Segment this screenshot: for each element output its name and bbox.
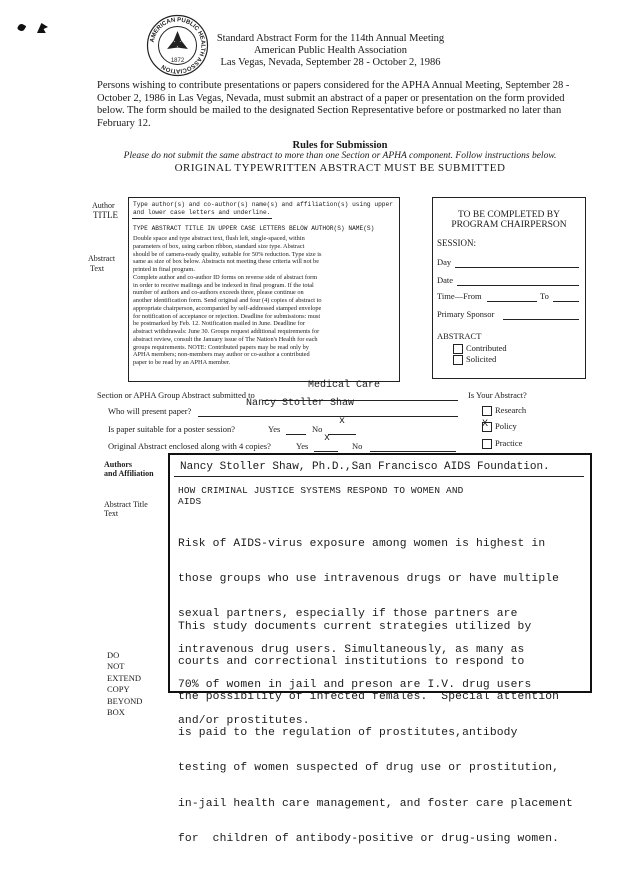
corner-mark-1 xyxy=(17,23,27,33)
rules-body-line: should be of camera-ready quality, suitable for 50% reduction. Type size is xyxy=(133,250,322,258)
chair-solicited[interactable] xyxy=(453,354,496,365)
rules-body-line: Double space and type abstract text, flush left, single-spaced, within xyxy=(133,235,305,242)
header-line-1: Standard Abstract Form for the 114th Annual Meeting xyxy=(216,33,445,44)
rules-box-divider xyxy=(132,218,272,219)
copies-yes-label: Yes xyxy=(296,441,309,451)
chair-sponsor-label: Primary Sponsor xyxy=(437,309,495,319)
rules-body-line: Complete author and co-author ID forms on reverse side of abstract form xyxy=(133,273,318,281)
rules-body-line: printed in final program. xyxy=(133,266,195,273)
solicited-label: Solicited xyxy=(466,354,497,364)
copies-yes-mark: x xyxy=(324,433,331,444)
intro-paragraph: Persons wishing to contribute presentations or papers considered for the APHA Annual Meeting, September 28 - October 2, 1986 in Las Vegas, Nevada, must submit an abstract of a paper or presentation on the form provided below. The form should be mailed to the designated Section Representative before or postmarked no later than February 12. xyxy=(97,80,570,129)
rules-body-line: abstract withdrawals: June 30. Groups request additional requirements for xyxy=(133,328,320,335)
rules-body-line: number of authors and co-authors exceeds three, please continue on xyxy=(133,289,304,297)
abstract-line: intravenous drug users. Simultaneously, as many as xyxy=(178,643,525,656)
chair-title-2: PROGRAM CHAIRPERSON xyxy=(451,220,567,230)
practice-checkbox[interactable] xyxy=(482,439,492,449)
warning-line: COPY xyxy=(107,684,130,695)
chair-day-label: Day xyxy=(437,257,452,267)
abstract-line: is paid to the regulation of prostitutes,antibody xyxy=(178,726,518,739)
copies-no-field[interactable] xyxy=(370,451,456,452)
chair-time-to-field[interactable] xyxy=(553,301,579,302)
policy-check-mark: X xyxy=(482,419,489,431)
abstract-box[interactable] xyxy=(168,453,592,845)
contributed-checkbox[interactable] xyxy=(453,344,463,354)
rules-body-line: APHA members; non-members may author or co-author a contributed xyxy=(133,351,310,359)
type-practice[interactable] xyxy=(482,438,522,449)
label-author: Author xyxy=(92,201,115,210)
practice-label: Practice xyxy=(495,438,523,448)
rules-box-line-3: TYPE ABSTRACT TITLE IN UPPER CASE LETTERS BELOW AUTHOR(S) NAME(S) xyxy=(133,225,375,232)
abstract-line: 70% of women in jail and preson are I.V. drug users xyxy=(178,679,532,692)
abstract-line: those groups who use intravenous drugs or have multiple xyxy=(178,572,560,585)
warning-line: DO xyxy=(107,650,120,660)
abstract-line: This study documents current strategies utilized by xyxy=(178,620,532,633)
chair-session-label: SESSION: xyxy=(437,238,477,248)
poster-yes-field[interactable] xyxy=(286,434,306,435)
label-abstract-text: Text xyxy=(104,509,119,518)
rules-body-line: appropriate chairperson, accompanied by self-addressed stamped envelope xyxy=(133,304,322,312)
abstract-paragraph-2 xyxy=(178,598,573,869)
chairperson-box xyxy=(432,197,586,379)
rules-box-body xyxy=(133,235,395,367)
rules-body-line: another identification form. Send original and four (4) copies of abstract to xyxy=(133,297,322,304)
chair-time-from-label: Time—From xyxy=(437,291,482,301)
copies-yes-field[interactable] xyxy=(314,451,338,452)
apha-seal xyxy=(146,14,209,77)
abstract-line: and/or prostitutes. xyxy=(178,714,310,727)
abstract-line: the possibility of infected females. Special attention xyxy=(178,691,560,704)
solicited-checkbox[interactable] xyxy=(453,355,463,365)
rules-body-line: same as size of box below. Abstracts not meeting these criteria will not be xyxy=(133,258,319,266)
rules-box xyxy=(128,197,400,382)
rules-title: Rules for Submission xyxy=(292,140,388,151)
abstract-line: courts and correctional institutions to respond to xyxy=(178,655,525,668)
poster-label: Is paper suitable for a poster session? xyxy=(108,424,235,434)
rules-body-line: abstract review, consult the January issue of The Nation's Health for each xyxy=(133,335,318,343)
abstract-line: Risk of AIDS-virus exposure among women is highest in xyxy=(178,537,546,550)
abstract-title-line: AIDS xyxy=(178,495,202,507)
do-not-extend-warning xyxy=(107,650,142,718)
rules-body-line: parameters of box, using carbon ribbon, standard size type. Abstract xyxy=(133,242,305,250)
chair-time-to-label: To xyxy=(540,291,549,301)
warning-line: NOT xyxy=(107,661,125,672)
rules-box-line-1: Type author(s) and co-author(s) name(s) and affiliation(s) using upper xyxy=(133,201,393,208)
research-checkbox[interactable] xyxy=(482,406,492,416)
svg-text:AMERICAN PUBLIC HEALTH ASSOCIA: AMERICAN PUBLIC HEALTH ASSOCIATION xyxy=(149,17,206,74)
label-abstract-title: Abstract Title xyxy=(104,500,148,509)
rules-body-line: paper to be read by an APHA member. xyxy=(133,359,231,366)
poster-no-field[interactable] xyxy=(328,434,356,435)
label-authors: Authors xyxy=(104,460,133,469)
form-header xyxy=(208,33,453,69)
type-policy[interactable] xyxy=(482,421,517,432)
abstract-line: for children of antibody-positive or drug-using women. xyxy=(178,832,560,845)
presenter-field[interactable] xyxy=(198,416,458,417)
type-research[interactable] xyxy=(482,405,526,416)
chair-date-label: Date xyxy=(437,275,454,285)
research-label: Research xyxy=(495,405,527,415)
abstract-author-line: Nancy Stoller Shaw, Ph.D.,San Francisco AIDS Foundation. xyxy=(180,461,550,473)
warning-line: EXTEND xyxy=(107,672,141,683)
rules-box-line-2: and lower case letters and underline. xyxy=(133,209,271,216)
copies-no-label: No xyxy=(352,441,363,451)
abstract-line: testing of women suspected of drug use or prostitution, xyxy=(178,762,560,775)
warning-line: BOX xyxy=(107,707,125,718)
label-text: Text xyxy=(90,264,105,273)
rules-body-line: in order to receive mailings and be indexed in final program. If the total xyxy=(133,281,314,289)
poster-no-label: No xyxy=(312,424,323,434)
label-title: TITLE xyxy=(93,210,118,220)
abstract-type-title: Is Your Abstract? xyxy=(468,390,527,400)
poster-no-mark: x xyxy=(339,416,346,427)
rules-headline: ORIGINAL TYPEWRITTEN ABSTRACT MUST BE SUBMITTED xyxy=(174,162,506,174)
header-line-2: American Public Health Association xyxy=(253,45,408,56)
rules-body-line: be postmarked by Feb. 12. Notification mailed in June. Deadline for xyxy=(133,320,305,328)
abstract-title-line: HOW CRIMINAL JUSTICE SYSTEMS RESPOND TO WOMEN AND xyxy=(178,485,464,496)
chair-day-field[interactable] xyxy=(455,267,579,268)
chair-abstract-label: ABSTRACT xyxy=(437,331,482,341)
header-line-3: Las Vegas, Nevada, September 28 - October 2, 1986 xyxy=(220,57,441,68)
label-affiliation: and Affiliation xyxy=(104,469,154,478)
section-label: Section or APHA Group Abstract submitted to xyxy=(97,390,255,400)
contributed-label: Contributed xyxy=(466,343,507,353)
abstract-author-rule xyxy=(174,476,584,477)
warning-line: BEYOND xyxy=(107,695,143,706)
abstract-line: sexual partners, especially if those partners are xyxy=(178,608,518,621)
corner-mark-2 xyxy=(37,23,48,33)
poster-yes-label: Yes xyxy=(268,424,281,434)
chair-time-from-field[interactable] xyxy=(487,301,537,302)
rules-subtitle: Please do not submit the same abstract to more than one Section or APHA component. Follow instructions below. xyxy=(123,151,557,161)
rules-body-line: for notification of acceptance or rejection. Deadline for submissions: must xyxy=(133,312,321,320)
chair-contributed[interactable] xyxy=(453,343,507,354)
chair-title-1: TO BE COMPLETED BY xyxy=(458,210,560,220)
abstract-line: in-jail health care management, and foster care placement xyxy=(178,797,573,810)
copies-label: Original Abstract enclosed along with 4 copies? xyxy=(108,441,271,451)
section-value: Medical Care xyxy=(308,380,381,391)
rules-body-line: groups requirements. NOTE: Contributed papers may be read only by xyxy=(133,343,309,351)
presenter-value: Nancy Stoller Shaw xyxy=(246,398,355,409)
presenter-label: Who will present paper? xyxy=(108,406,192,416)
policy-checkbox[interactable] xyxy=(482,419,492,432)
policy-label: Policy xyxy=(495,421,517,431)
chair-sponsor-field[interactable] xyxy=(503,319,579,320)
svg-text:1872: 1872 xyxy=(170,58,185,64)
label-abstract: Abstract xyxy=(88,254,116,263)
chair-date-field[interactable] xyxy=(457,285,579,286)
abstract-title xyxy=(178,486,463,507)
